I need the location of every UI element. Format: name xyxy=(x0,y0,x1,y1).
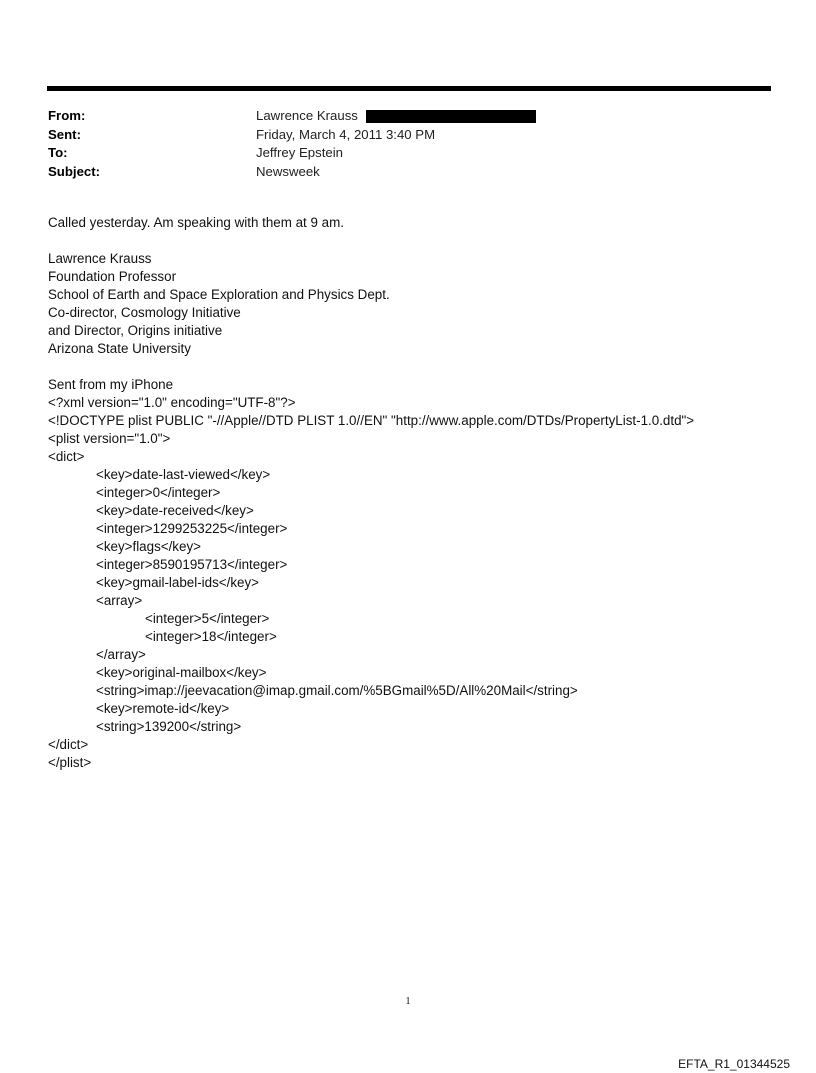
xml-line: <key>remote-id</key> xyxy=(96,701,230,716)
to-label: To: xyxy=(48,145,68,160)
xml-line: <string>139200</string> xyxy=(96,719,242,734)
to-value: Jeffrey Epstein xyxy=(256,145,343,160)
xml-line: </dict> xyxy=(48,737,89,752)
sent-row xyxy=(48,126,748,145)
xml-line: <key>gmail-label-ids</key> xyxy=(96,575,260,590)
redaction-block xyxy=(366,110,536,123)
sent-from-line: Sent from my iPhone xyxy=(48,377,174,392)
xml-line: <dict> xyxy=(48,449,85,464)
from-value xyxy=(256,107,536,126)
subject-label: Subject: xyxy=(48,163,101,179)
page-number: 1 xyxy=(405,995,411,1007)
xml-line: <integer>0</integer> xyxy=(96,485,221,500)
sent-label: Sent: xyxy=(48,126,81,142)
signature-line: Arizona State University xyxy=(48,341,191,356)
from-row xyxy=(48,107,748,126)
message-text: Called yesterday. Am speaking with them at 9 am. xyxy=(48,215,344,230)
header-rule xyxy=(47,86,771,91)
signature-line: and Director, Origins initiative xyxy=(48,323,223,338)
signature-line: Lawrence Krauss xyxy=(48,251,152,266)
xml-line: <integer>1299253225</integer> xyxy=(96,521,288,536)
xml-line: <key>date-received</key> xyxy=(96,503,254,518)
signature-line: School of Earth and Space Exploration and Physics Dept. xyxy=(48,287,390,302)
email-header xyxy=(48,107,748,181)
xml-line: <?xml version="1.0" encoding="UTF-8"?> xyxy=(48,395,296,410)
signature-line: Co-director, Cosmology Initiative xyxy=(48,305,241,320)
xml-line: <key>flags</key> xyxy=(96,539,201,554)
spacer xyxy=(48,358,788,376)
xml-line: </array> xyxy=(96,647,146,662)
xml-line: <!DOCTYPE plist PUBLIC "-//Apple//DTD PLIST 1.0//EN" "http://www.apple.com/DTDs/PropertyList-1.0.dtd"> xyxy=(48,413,695,428)
to-row xyxy=(48,144,748,163)
xml-plist-block xyxy=(48,394,788,772)
spacer xyxy=(48,232,788,250)
xml-line: <string>imap://jeevacation@imap.gmail.com/%5BGmail%5D/All%20Mail</string> xyxy=(96,683,578,698)
signature-line: Foundation Professor xyxy=(48,269,177,284)
xml-line: <integer>18</integer> xyxy=(145,629,277,644)
subject-value: Newsweek xyxy=(256,163,320,179)
from-name: Lawrence Krauss xyxy=(256,108,358,123)
sent-value: Friday, March 4, 2011 3:40 PM xyxy=(256,126,436,142)
bates-number: EFTA_R1_01344525 xyxy=(678,1057,790,1071)
subject-row xyxy=(48,163,748,182)
xml-line: </plist> xyxy=(48,755,92,770)
xml-line: <integer>8590195713</integer> xyxy=(96,557,288,572)
xml-line: <key>date-last-viewed</key> xyxy=(96,467,271,482)
xml-line: <integer>5</integer> xyxy=(145,611,270,626)
xml-line: <plist version="1.0"> xyxy=(48,431,171,446)
xml-line: <key>original-mailbox</key> xyxy=(96,665,267,680)
email-body xyxy=(48,214,788,772)
xml-line: <array> xyxy=(96,593,143,608)
from-label: From: xyxy=(48,108,86,123)
